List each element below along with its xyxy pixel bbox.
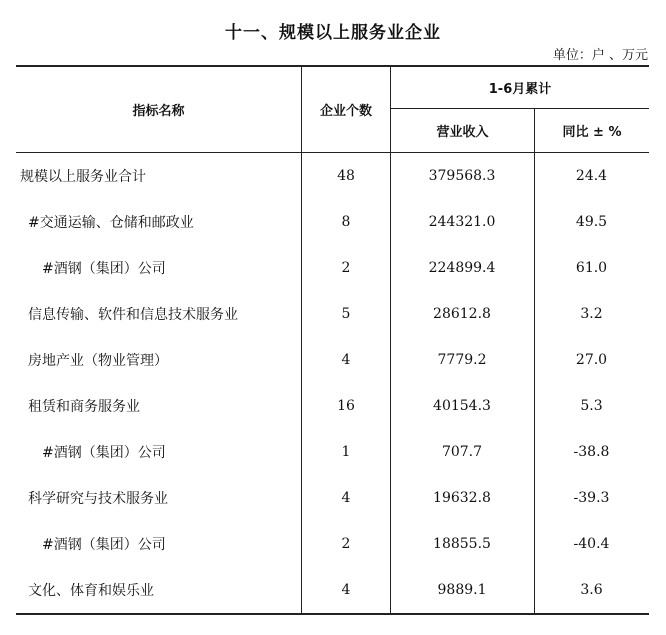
row-name: 文化、体育和娱乐业 (28, 583, 154, 599)
row-name: 房地产业（物业管理） (28, 353, 168, 369)
row-count: 4 (341, 490, 351, 506)
row-name: 信息传输、软件和信息技术服务业 (28, 307, 238, 323)
row-count: 4 (341, 352, 351, 368)
table-row (16, 199, 649, 245)
header-yoy: 同比 ± % (562, 125, 622, 140)
row-yoy: -40.4 (573, 536, 610, 552)
row-yoy: 61.0 (575, 260, 608, 276)
row-yoy: 24.4 (575, 168, 608, 184)
row-revenue: 19632.8 (433, 490, 491, 506)
header-revenue: 营业收入 (436, 125, 489, 140)
row-count: 5 (341, 306, 351, 322)
table-row (16, 475, 649, 521)
table-row (16, 245, 649, 291)
table-row (16, 429, 649, 475)
table-row (16, 383, 649, 429)
table-row (16, 153, 649, 199)
row-yoy: -38.8 (573, 444, 610, 460)
row-count: 2 (341, 260, 351, 276)
row-name: #酒钢（集团）公司 (42, 445, 166, 461)
row-revenue: 379568.3 (428, 168, 496, 184)
row-count: 16 (337, 398, 355, 414)
row-yoy: 27.0 (575, 352, 608, 368)
row-name: 规模以上服务业合计 (20, 169, 146, 185)
header-period: 1-6月累计 (488, 82, 552, 97)
table-row (16, 567, 649, 613)
row-yoy: 5.3 (580, 398, 603, 414)
row-revenue: 9889.1 (437, 582, 487, 598)
row-count: 1 (341, 444, 351, 460)
table-bottom-border (16, 613, 649, 615)
row-name: 科学研究与技术服务业 (28, 491, 168, 507)
row-name: #酒钢（集团）公司 (42, 537, 166, 553)
row-revenue: 224899.4 (428, 260, 496, 276)
row-revenue: 244321.0 (428, 214, 496, 230)
header-count: 企业个数 (319, 104, 372, 119)
row-yoy: 3.6 (580, 582, 603, 598)
row-name: #酒钢（集团）公司 (42, 261, 166, 277)
unit-label: 单位：户 、万元 (552, 48, 648, 63)
row-revenue: 18855.5 (433, 536, 491, 552)
page-title: 十一、规模以上服务业企业 (225, 23, 441, 43)
table-row (16, 337, 649, 383)
row-revenue: 7779.2 (437, 352, 487, 368)
header-name: 指标名称 (132, 104, 185, 119)
row-revenue: 40154.3 (433, 398, 491, 414)
table-row (16, 291, 649, 337)
row-revenue: 707.7 (441, 444, 483, 460)
table-row (16, 521, 649, 567)
row-count: 48 (337, 168, 355, 184)
row-revenue: 28612.8 (433, 306, 491, 322)
row-yoy: 49.5 (575, 214, 608, 230)
row-name: 租赁和商务服务业 (28, 399, 140, 415)
row-name: #交通运输、仓储和邮政业 (28, 215, 194, 231)
row-count: 8 (341, 214, 351, 230)
row-yoy: 3.2 (580, 306, 603, 322)
row-count: 2 (341, 536, 351, 552)
row-yoy: -39.3 (573, 490, 610, 506)
row-count: 4 (341, 582, 351, 598)
